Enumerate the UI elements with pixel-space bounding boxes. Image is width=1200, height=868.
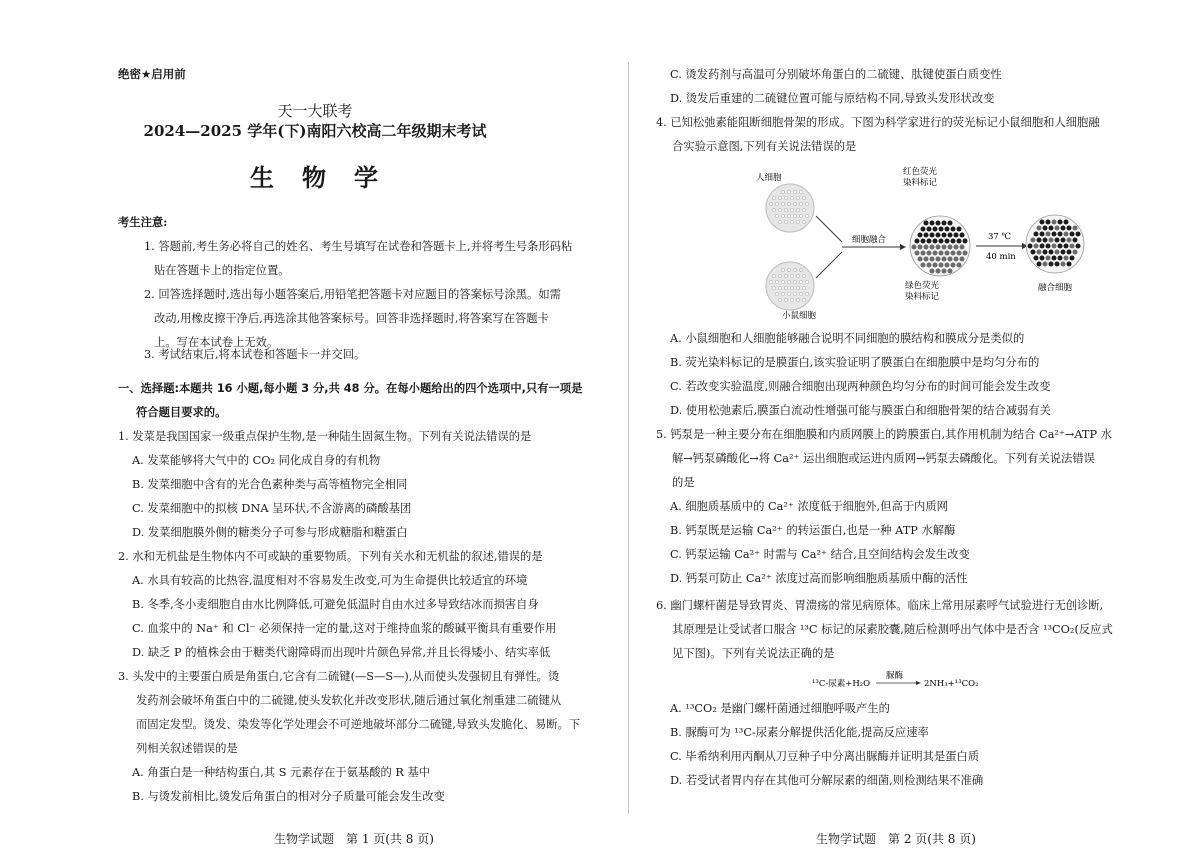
red-labeled-protein <box>1031 250 1036 255</box>
mouse-membrane-protein <box>775 292 778 295</box>
green-labeled-protein <box>1052 244 1057 249</box>
red-labeled-protein <box>1064 244 1069 249</box>
green-labeled-protein <box>927 251 932 256</box>
red-labeled-protein <box>1034 232 1039 237</box>
question-5-stem: 解→钙泵磷酸化→将 Ca²⁺ 运出细胞或运进内质网→钙泵去磷酸化。下列有关说法错误 <box>672 452 1095 465</box>
human-membrane-protein <box>769 202 772 205</box>
question-5-option-B: B. 钙泵既是运输 Ca²⁺ 的转运蛋白,也是一种 ATP 水解酶 <box>670 524 956 537</box>
mouse-membrane-protein <box>793 268 796 271</box>
notice-item-3: 3. 考试结束后,将本试卷和答题卡一并交回。 <box>144 348 366 361</box>
human-membrane-protein <box>793 190 796 193</box>
human-membrane-protein <box>805 214 808 217</box>
red-labeled-protein <box>1067 250 1072 255</box>
mouse-membrane-protein <box>802 286 805 289</box>
secret-label: 绝密★启用前 <box>118 67 186 81</box>
human-membrane-protein <box>790 220 793 223</box>
green-labeled-protein <box>942 257 947 262</box>
green-labeled-protein <box>945 263 950 268</box>
green-labeled-protein <box>915 251 920 256</box>
equation-products: 2NH₃+¹³CO₂ <box>924 679 979 689</box>
merge-line-top <box>816 216 842 242</box>
mouse-membrane-protein <box>790 286 793 289</box>
red-labeled-protein <box>1064 220 1069 225</box>
equation-arrowhead <box>916 681 921 685</box>
fusion-arrowhead <box>900 244 906 250</box>
green-labeled-protein <box>1064 256 1069 261</box>
question-3-option-A: A. 角蛋白是一种结构蛋白,其 S 元素存在于氨基酸的 R 基中 <box>132 766 431 779</box>
merge-line-bottom <box>816 252 842 278</box>
mouse-membrane-protein <box>772 274 775 277</box>
red-labeled-protein <box>1076 232 1081 237</box>
question-4-option-B: B. 荧光染料标记的是膜蛋白,该实验证明了膜蛋白在细胞膜中是均匀分布的 <box>670 356 1040 369</box>
human-membrane-protein <box>796 208 799 211</box>
question-4-stem: 4. 已知松弛素能阻断细胞骨架的形成。下图为科学家进行的荧光标记小鼠细胞和人细胞融 <box>656 116 1100 129</box>
red-dye-label-2: 染料标记 <box>903 178 938 188</box>
red-labeled-protein <box>1034 256 1039 261</box>
section-1-heading-cont: 符合题目要求的。 <box>136 406 227 419</box>
green-labeled-protein <box>921 251 926 256</box>
red-labeled-protein <box>1055 238 1060 243</box>
mouse-membrane-protein <box>799 280 802 283</box>
mouse-membrane-protein <box>769 280 772 283</box>
red-labeled-protein <box>936 221 941 226</box>
question-6-stem: 6. 幽门螺杆菌是导致胃炎、胃溃疡的常见病原体。临床上常用尿素呼气试验进行无创诊断, <box>656 599 1104 612</box>
question-4-option-C: C. 若改变实验温度,则融合细胞出现两种颜色均匀分布的时间可能会发生改变 <box>670 380 1051 393</box>
green-labeled-protein <box>1055 226 1060 231</box>
green-labeled-protein <box>960 257 965 262</box>
red-labeled-protein <box>1058 244 1063 249</box>
green-labeled-protein <box>933 263 938 268</box>
question-6-stem: 其原理是让受试者口服含 ¹³C 标记的尿素胶囊,随后检测呼出气体中是否含 ¹³CO₂(反应式 <box>672 623 1113 636</box>
red-labeled-protein <box>1049 262 1054 267</box>
red-dye-label-1: 红色荧光 <box>903 167 938 177</box>
red-labeled-protein <box>1028 244 1033 249</box>
green-labeled-protein <box>945 251 950 256</box>
mouse-membrane-protein <box>796 286 799 289</box>
question-6-option-B: B. 脲酶可为 ¹³C-尿素分解提供活化能,提高反应速率 <box>670 726 929 739</box>
question-3-option-C: C. 烫发药剂与高温可分别破坏角蛋白的二硫键、肽键使蛋白质变性 <box>670 68 1002 81</box>
green-labeled-protein <box>921 263 926 268</box>
green-labeled-protein <box>912 245 917 250</box>
green-labeled-protein <box>1052 220 1057 225</box>
question-2-option-D: D. 缺乏 P 的植株会由于糖类代谢障碍而出现叶片颜色异常,并且长得矮小、结实率低 <box>132 646 551 659</box>
mouse-membrane-protein <box>784 298 787 301</box>
green-labeled-protein <box>930 257 935 262</box>
green-labeled-protein <box>1046 232 1051 237</box>
mouse-membrane-protein <box>790 274 793 277</box>
mouse-membrane-protein <box>778 274 781 277</box>
green-labeled-protein <box>936 257 941 262</box>
red-labeled-protein <box>927 239 932 244</box>
green-labeled-protein <box>1070 244 1075 249</box>
red-labeled-protein <box>930 233 935 238</box>
human-membrane-protein <box>793 202 796 205</box>
green-labeled-protein <box>1043 262 1048 267</box>
green-labeled-protein <box>918 257 923 262</box>
red-labeled-protein <box>1040 256 1045 261</box>
red-labeled-protein <box>1067 262 1072 267</box>
human-membrane-protein <box>790 196 793 199</box>
human-membrane-protein <box>790 208 793 211</box>
notice-item-1: 1. 答题前,考生务必将自己的姓名、考生号填写在试卷和答题卡上,并将考生号条形码粘 <box>144 240 573 253</box>
mouse-membrane-protein <box>787 280 790 283</box>
red-labeled-protein <box>960 233 965 238</box>
human-membrane-protein <box>796 220 799 223</box>
mouse-membrane-protein <box>805 280 808 283</box>
red-labeled-protein <box>915 239 920 244</box>
green-labeled-protein <box>1073 226 1078 231</box>
footer-page-2: 生物学试题 第 2 页(共 8 页) <box>816 832 976 846</box>
mouse-membrane-protein <box>784 286 787 289</box>
human-membrane-protein <box>781 202 784 205</box>
red-labeled-protein <box>930 221 935 226</box>
mouse-cell-label: 小鼠细胞 <box>782 311 817 321</box>
green-labeled-protein <box>927 263 932 268</box>
mouse-membrane-protein <box>772 286 775 289</box>
question-3-option-D: D. 烫发后重建的二硫键位置可能与原结构不同,导致头发形状改变 <box>670 92 995 105</box>
red-labeled-protein <box>1055 262 1060 267</box>
question-2-option-B: B. 冬季,冬小麦细胞自由水比例降低,可避免低温时自由水过多导致结冰而损害自身 <box>132 598 539 611</box>
green-labeled-protein <box>936 269 941 274</box>
red-labeled-protein <box>954 233 959 238</box>
mouse-membrane-protein <box>784 274 787 277</box>
green-labeled-protein <box>951 251 956 256</box>
green-labeled-protein <box>954 245 959 250</box>
urea-equation <box>812 670 982 692</box>
human-cell-label: 人细胞 <box>756 173 782 183</box>
question-2-option-C: C. 血浆中的 Na⁺ 和 Cl⁻ 必须保持一定的量,这对于维持血浆的酸碱平衡具有重要作用 <box>132 622 557 635</box>
green-labeled-protein <box>1031 238 1036 243</box>
mouse-membrane-protein <box>778 286 781 289</box>
question-6-option-D: D. 若受试者胃内存在其他可分解尿素的细菌,则检测结果不准确 <box>670 774 984 787</box>
red-labeled-protein <box>1043 250 1048 255</box>
human-membrane-protein <box>796 196 799 199</box>
footer-page-1: 生物学试题 第 1 页(共 8 页) <box>274 832 434 846</box>
red-labeled-protein <box>948 221 953 226</box>
question-1-option-B: B. 发菜细胞中含有的光合色素种类与高等植物完全相同 <box>132 478 408 491</box>
red-labeled-protein <box>1076 244 1081 249</box>
human-membrane-protein <box>778 208 781 211</box>
human-membrane-protein <box>799 190 802 193</box>
human-membrane-protein <box>781 214 784 217</box>
question-3-stem: 而固定发型。烫发、染发等化学处理会不可逆地破坏部分二硫键,导致头发脆化、易断。下 <box>136 718 581 731</box>
question-3-stem: 3. 头发中的主要蛋白质是角蛋白,它含有二硫键(—S—S—),从而使头发强韧且有弹性。烫 <box>118 670 560 683</box>
red-labeled-protein <box>924 233 929 238</box>
red-labeled-protein <box>936 233 941 238</box>
red-labeled-protein <box>945 227 950 232</box>
green-labeled-protein <box>933 251 938 256</box>
green-dye-label-1: 绿色荧光 <box>905 281 940 291</box>
green-labeled-protein <box>957 263 962 268</box>
green-labeled-protein <box>1049 238 1054 243</box>
red-labeled-protein <box>945 239 950 244</box>
red-labeled-protein <box>1040 244 1045 249</box>
mouse-membrane-protein <box>799 268 802 271</box>
mouse-membrane-protein <box>802 298 805 301</box>
red-labeled-protein <box>1070 256 1075 261</box>
red-labeled-protein <box>921 227 926 232</box>
green-labeled-protein <box>948 245 953 250</box>
human-membrane-protein <box>784 196 787 199</box>
red-labeled-protein <box>1049 226 1054 231</box>
red-labeled-protein <box>1073 238 1078 243</box>
mouse-membrane-protein <box>796 298 799 301</box>
green-labeled-protein <box>1037 250 1042 255</box>
notice-item-2-cont: 上。写在本试卷上无效。 <box>154 336 279 349</box>
question-2-stem: 2. 水和无机盐是生物体内不可或缺的重要物质。下列有关水和无机盐的叙述,错误的是 <box>118 550 543 563</box>
cell-fusion-figure <box>750 160 1090 328</box>
question-4-option-A: A. 小鼠细胞和人细胞能够融合说明不同细胞的膜结构和膜成分是类似的 <box>670 332 1025 345</box>
question-1-option-C: C. 发菜细胞中的拟核 DNA 呈环状,不含游离的磷酸基团 <box>132 502 412 515</box>
green-labeled-protein <box>948 269 953 274</box>
human-membrane-protein <box>781 190 784 193</box>
mouse-membrane-protein <box>781 292 784 295</box>
green-labeled-protein <box>939 263 944 268</box>
red-labeled-protein <box>1058 256 1063 261</box>
mouse-membrane-protein <box>790 298 793 301</box>
red-labeled-protein <box>1049 250 1054 255</box>
mouse-membrane-protein <box>781 268 784 271</box>
green-labeled-protein <box>930 245 935 250</box>
green-labeled-protein <box>942 245 947 250</box>
mouse-membrane-protein <box>787 268 790 271</box>
red-labeled-protein <box>921 239 926 244</box>
question-4-option-D: D. 使用松弛素后,膜蛋白流动性增强可能与膜蛋白和细胞骨架的结合减弱有关 <box>670 404 1051 417</box>
question-4-stem: 合实验示意图,下列有关说法错误的是 <box>672 140 857 153</box>
notice-title: 考生注意: <box>118 215 168 229</box>
red-labeled-protein <box>1046 220 1051 225</box>
red-labeled-protein <box>1043 226 1048 231</box>
page-2 <box>630 0 1200 868</box>
equation-enzyme: 脲酶 <box>886 671 904 681</box>
red-labeled-protein <box>1043 238 1048 243</box>
human-membrane-protein <box>778 196 781 199</box>
red-labeled-protein <box>1061 250 1066 255</box>
red-labeled-protein <box>1061 226 1066 231</box>
red-labeled-protein <box>939 227 944 232</box>
human-membrane-protein <box>799 202 802 205</box>
question-3-stem: 列相关叙述错误的是 <box>136 742 238 755</box>
question-5-option-D: D. 钙泵可防止 Ca²⁺ 浓度过高而影响细胞质基质中酶的活性 <box>670 572 968 585</box>
mouse-membrane-protein <box>775 280 778 283</box>
green-labeled-protein <box>936 245 941 250</box>
red-labeled-protein <box>918 233 923 238</box>
red-labeled-protein <box>1037 262 1042 267</box>
question-3-stem: 发药剂会破坏角蛋白中的二硫键,使头发软化并改变形状,随后通过氧化剂重建二硫键从 <box>136 694 562 707</box>
time-label: 40 min <box>986 252 1016 262</box>
human-membrane-protein <box>772 196 775 199</box>
human-membrane-protein <box>778 220 781 223</box>
green-labeled-protein <box>939 251 944 256</box>
mouse-membrane-protein <box>793 292 796 295</box>
section-1-heading: 一、选择题:本题共 16 小题,每小题 3 分,共 48 分。在每小题给出的四个选项中,只有一项是 <box>118 382 583 395</box>
mouse-membrane-protein <box>805 292 808 295</box>
red-labeled-protein <box>948 233 953 238</box>
red-labeled-protein <box>951 227 956 232</box>
question-5-stem: 5. 钙泵是一种主要分布在细胞膜和内质网膜上的跨膜蛋白,其作用机制为结合 Ca²⁺→ATP 水 <box>656 428 1112 441</box>
red-labeled-protein <box>924 221 929 226</box>
human-membrane-protein <box>793 214 796 217</box>
human-membrane-protein <box>802 220 805 223</box>
human-membrane-protein <box>784 220 787 223</box>
green-labeled-protein <box>924 257 929 262</box>
mouse-membrane-protein <box>796 274 799 277</box>
green-labeled-protein <box>954 257 959 262</box>
green-labeled-protein <box>942 269 947 274</box>
question-6-stem: 见下图)。下列有关说法正确的是 <box>672 647 835 660</box>
red-labeled-protein <box>942 233 947 238</box>
green-labeled-protein <box>924 245 929 250</box>
red-labeled-protein <box>1058 220 1063 225</box>
fused-cell-label: 融合细胞 <box>1038 283 1073 293</box>
red-labeled-protein <box>951 239 956 244</box>
red-labeled-protein <box>963 239 968 244</box>
human-membrane-protein <box>802 208 805 211</box>
red-labeled-protein <box>1040 232 1045 237</box>
question-2-option-A: A. 水具有较高的比热容,温度相对不容易发生改变,可为生命提供比较适宜的环境 <box>132 574 528 587</box>
red-labeled-protein <box>933 239 938 244</box>
human-membrane-protein <box>787 214 790 217</box>
red-labeled-protein <box>942 221 947 226</box>
mouse-membrane-protein <box>799 292 802 295</box>
human-membrane-protein <box>772 208 775 211</box>
red-labeled-protein <box>1061 238 1066 243</box>
green-labeled-protein <box>951 263 956 268</box>
mouse-membrane-protein <box>787 292 790 295</box>
question-5-option-A: A. 细胞质基质中的 Ca²⁺ 浓度低于细胞外,但高于内质网 <box>670 500 948 513</box>
green-labeled-protein <box>1067 238 1072 243</box>
human-membrane-protein <box>802 196 805 199</box>
question-6-option-C: C. 毕希纳利用丙酮从刀豆种子中分离出脲酶并证明其是蛋白质 <box>670 750 980 763</box>
subject-title: 生 物 学 <box>250 163 380 192</box>
notice-item-2-cont: 改动,用橡皮擦干净后,再选涂其他答案标号。回答非选择题时,将答案写在答题卡 <box>154 312 549 325</box>
notice-item-1-cont: 贴在答题卡上的指定位置。 <box>154 264 290 277</box>
mouse-membrane-protein <box>802 274 805 277</box>
green-labeled-protein <box>930 269 935 274</box>
org-title: 天一大联考 <box>277 102 353 120</box>
red-labeled-protein <box>1052 232 1057 237</box>
mouse-membrane-protein <box>778 298 781 301</box>
green-labeled-protein <box>1061 262 1066 267</box>
green-labeled-protein <box>957 251 962 256</box>
red-labeled-protein <box>927 227 932 232</box>
human-membrane-protein <box>805 202 808 205</box>
red-labeled-protein <box>1067 226 1072 231</box>
green-labeled-protein <box>1046 256 1051 261</box>
human-membrane-protein <box>784 208 787 211</box>
fusion-action-label: 细胞融合 <box>852 235 887 245</box>
temperature-label: 37 ℃ <box>988 232 1012 242</box>
red-labeled-protein <box>933 227 938 232</box>
red-labeled-protein <box>1052 256 1057 261</box>
green-labeled-protein <box>948 257 953 262</box>
exam-title: 2024—2025 学年(下)南阳六校高二年级期末考试 <box>143 122 487 140</box>
question-1-option-A: A. 发菜能够将大气中的 CO₂ 同化成自身的有机物 <box>132 454 381 467</box>
green-labeled-protein <box>963 251 968 256</box>
human-membrane-protein <box>799 214 802 217</box>
red-labeled-protein <box>957 239 962 244</box>
green-labeled-protein <box>1037 226 1042 231</box>
equation-reactants: ¹³C-尿素+H₂O <box>812 679 871 689</box>
question-3-option-B: B. 与烫发前相比,烫发后角蛋白的相对分子质量可能会发生改变 <box>132 790 445 803</box>
red-labeled-protein <box>1040 220 1045 225</box>
green-labeled-protein <box>1064 232 1069 237</box>
green-labeled-protein <box>918 245 923 250</box>
red-labeled-protein <box>1037 238 1042 243</box>
red-labeled-protein <box>1046 244 1051 249</box>
human-membrane-protein <box>775 214 778 217</box>
question-5-stem: 的是 <box>672 476 695 489</box>
green-dye-label-2: 染料标记 <box>905 292 940 302</box>
red-labeled-protein <box>957 227 962 232</box>
human-membrane-protein <box>787 190 790 193</box>
red-labeled-protein <box>1070 232 1075 237</box>
mouse-membrane-protein <box>793 280 796 283</box>
mouse-membrane-protein <box>781 280 784 283</box>
question-6-option-A: A. ¹³CO₂ 是幽门螺杆菌通过细胞呼吸产生的 <box>670 702 890 715</box>
green-labeled-protein <box>960 245 965 250</box>
green-labeled-protein <box>1073 250 1078 255</box>
red-labeled-protein <box>1058 232 1063 237</box>
red-labeled-protein <box>939 239 944 244</box>
human-membrane-protein <box>787 202 790 205</box>
question-1-option-D: D. 发菜细胞膜外侧的糖类分子可参与形成糖脂和糖蛋白 <box>132 526 408 539</box>
notice-item-2: 2. 回答选择题时,选出每小题答案后,用铅笔把答题卡对应题目的答案标号涂黑。如需 <box>144 288 561 301</box>
question-5-option-C: C. 钙泵运输 Ca²⁺ 时需与 Ca²⁺ 结合,且空间结构会发生改变 <box>670 548 970 561</box>
green-labeled-protein <box>1034 244 1039 249</box>
question-1-stem: 1. 发菜是我国国家一级重点保护生物,是一种陆生固氮生物。下列有关说法错误的是 <box>118 430 532 443</box>
human-membrane-protein <box>775 202 778 205</box>
green-labeled-protein <box>1055 250 1060 255</box>
